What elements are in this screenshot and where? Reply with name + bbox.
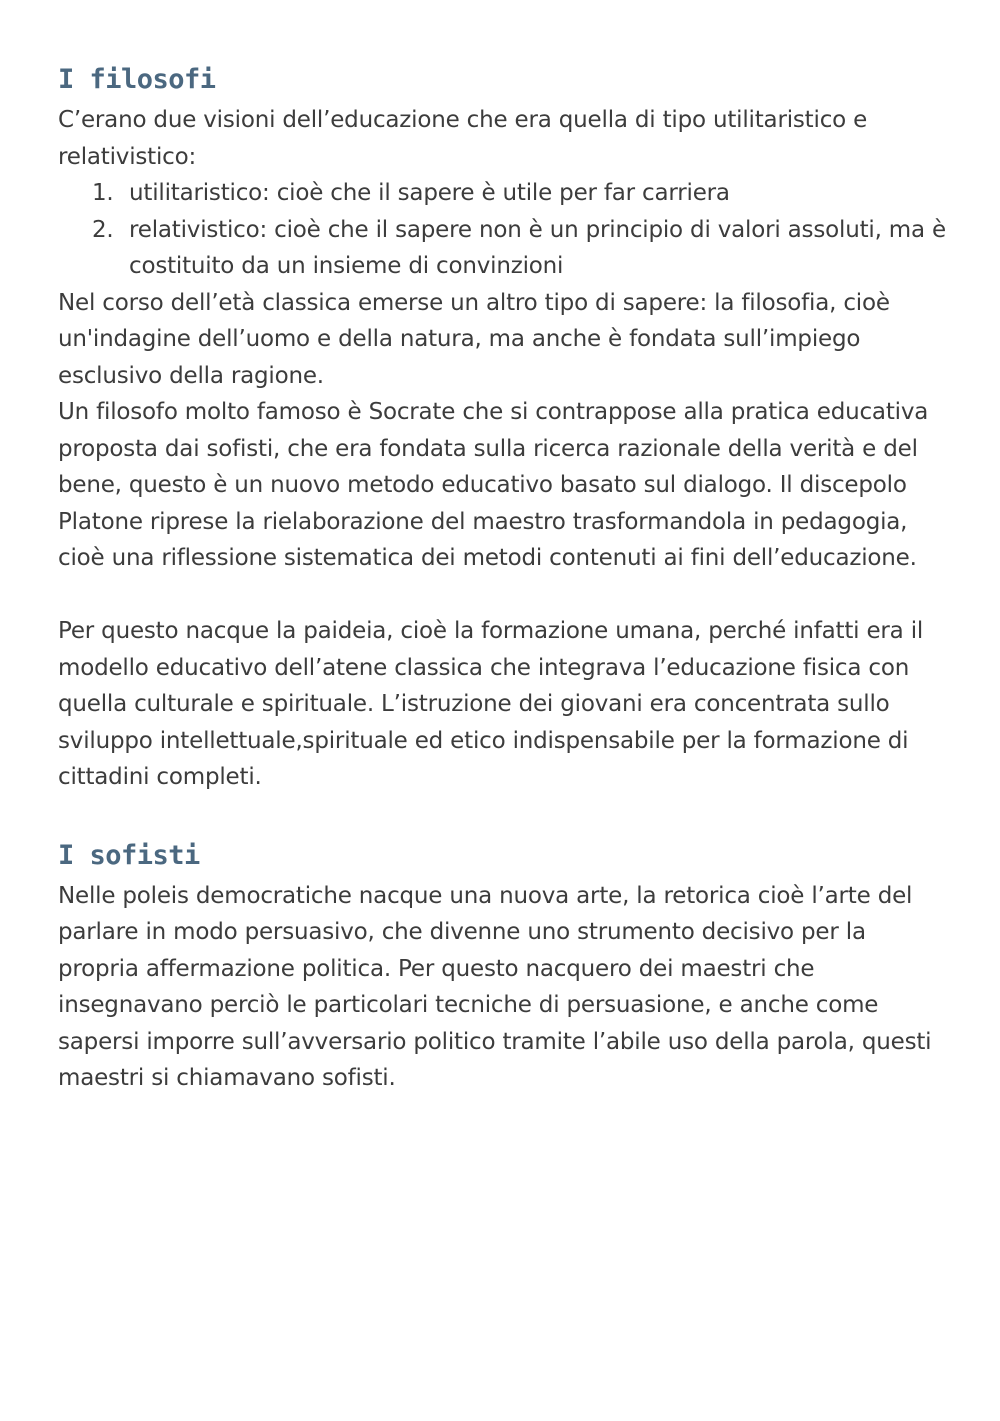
- paragraph-filosofia: Nel corso dell’età classica emerse un altro tipo di sapere: la filosofia, cioè un'indagine dell’uomo e della natura, ma anche è fondata sull’impiego esclusivo della ragione.: [58, 289, 890, 389]
- blank-line: [58, 577, 948, 614]
- section-gap: [58, 796, 948, 834]
- paragraph-socrate: Un filosofo molto famoso è Socrate che si contrappose alla pratica educativa proposta dai sofisti, che era fondata sulla ricerca razionale della verità e del bene, questo è un nuovo metodo educativo basato sul dialogo. Il discepolo Platone riprese la rielaborazione del maestro trasformandola in pedagogia, cioè una riflessione sistematica dei metodi contenuti ai fini dell’educazione.: [58, 399, 929, 571]
- list-item-text: utilitaristico: cioè che il sapere è utile per far carriera: [129, 180, 730, 206]
- list-item-number: 1.: [92, 180, 114, 206]
- list-item-number: 2.: [92, 216, 114, 243]
- list-item: [58, 212, 948, 285]
- document-page: [58, 58, 948, 1097]
- list-item: [58, 175, 948, 212]
- numbered-list: [58, 175, 948, 285]
- paragraph-retorica: Nelle poleis democratiche nacque una nuova arte, la retorica cioè l’arte del parlare in modo persuasivo, che divenne uno strumento decisivo per la propria affermazione politica. Per questo nacquero dei maestri che insegnavano perciò le particolari tecniche di persuasione, e anche come sapersi imporre sull’avversario politico tramite l’abile uso della parola, questi maestri si chiamavano sofisti.: [58, 882, 932, 1091]
- list-item-text: relativistico: cioè che il sapere non è un principio di valori assoluti, ma è costituito da un insieme di convinzioni: [129, 216, 946, 279]
- paragraph-paideia: Per questo nacque la paideia, cioè la formazione umana, perché infatti era il modello educativo dell’atene classica che integrava l’educazione fisica con quella culturale e spirituale. L’istruzione dei giovani era concentrata sullo sviluppo intellettuale,spirituale ed etico indispensabile per la formazione di cittadini completi.: [58, 618, 924, 790]
- paragraph-intro: C’erano due visioni dell’educazione che era quella di tipo utilitaristico e relativistico:: [58, 107, 868, 170]
- section-title-filosofi: I filosofi: [58, 64, 216, 95]
- section-title-sofisti: I sofisti: [58, 839, 200, 871]
